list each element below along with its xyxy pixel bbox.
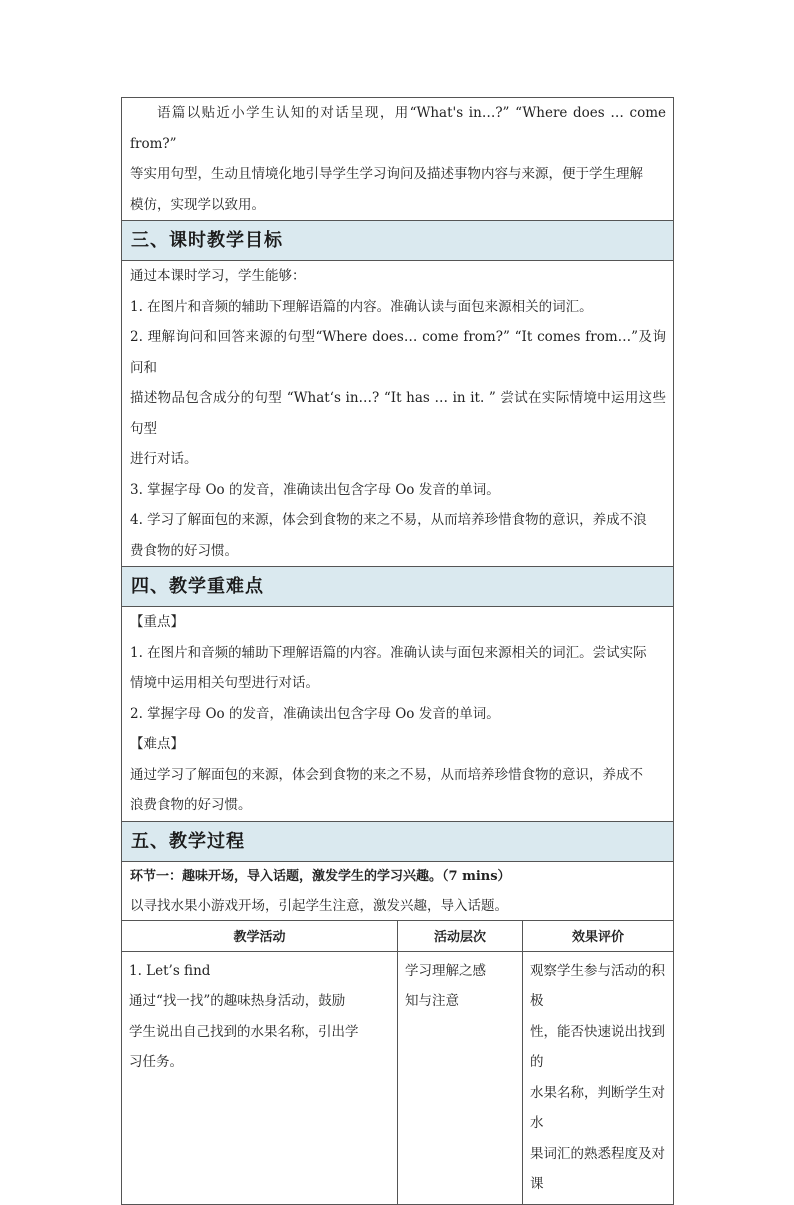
- activity-line: 学生说出自己找到的水果名称，引出学: [129, 1023, 359, 1040]
- activity-line: 1. Let’s find: [129, 962, 211, 979]
- process-body: [121, 862, 674, 921]
- level-line: 学习理解之感: [405, 962, 486, 979]
- key-label: 【重点】: [130, 614, 184, 630]
- key-line: 1. 在图片和音频的辅助下理解语篇的内容。准确认读与面包来源相关的词汇。尝试实际: [130, 644, 647, 661]
- evaluation-line: 观察学生参与活动的积极: [530, 962, 665, 1009]
- activity-line: 习任务。: [129, 1054, 183, 1070]
- step-description: 以寻找水果小游戏开场，引起学生注意，激发兴趣，导入话题。: [130, 897, 508, 914]
- intro-paragraph: [121, 97, 674, 221]
- activity-cell: [122, 951, 398, 1204]
- section-heading-objectives: 三、课时教学目标: [121, 221, 674, 261]
- evaluation-line: 果词汇的熟悉程度及对课: [530, 1145, 665, 1192]
- intro-line: 语篇以贴近小学生认知的对话呈现，用“What's in…?” “Where does … come from?”: [130, 105, 666, 152]
- evaluation-cell: [523, 951, 674, 1204]
- step-title: 环节一：趣味开场，导入话题，激发学生的学习兴趣。（7 mins）: [130, 868, 511, 884]
- header-level: 活动层次: [398, 920, 523, 951]
- objective-line: 4. 学习了解面包的来源，体会到食物的来之不易，从而培养珍惜食物的意识，养成不浪: [130, 512, 647, 528]
- intro-line: 等实用句型，生动且情境化地引导学生学习询问及描述事物内容与来源，便于学生理解: [130, 166, 643, 182]
- intro-line: 模仿，实现学以致用。: [130, 196, 265, 213]
- objective-line: 描述物品包含成分的句型 “What‘s in…? “It has … in it. ” 尝试在实际情境中运用这些句型: [130, 390, 666, 437]
- difficulty-label: 【难点】: [130, 736, 184, 752]
- objective-line: 1. 在图片和音频的辅助下理解语篇的内容。准确认读与面包来源相关的词汇。: [130, 298, 593, 315]
- objectives-body: [121, 261, 674, 567]
- key-points-body: [121, 607, 674, 822]
- process-table: [121, 920, 674, 1205]
- objective-line: 进行对话。: [130, 451, 198, 467]
- activity-line: 通过“找一找”的趣味热身活动，鼓励: [129, 993, 346, 1009]
- objective-line: 通过本课时学习，学生能够：: [130, 268, 306, 284]
- header-activity: 教学活动: [122, 920, 398, 951]
- table-row: [122, 951, 674, 1204]
- objective-line: 2. 理解询问和回答来源的句型“Where does… come from?” “It comes from…”及询问和: [130, 329, 666, 376]
- key-line: 2. 掌握字母 Oo 的发音，准确读出包含字母 Oo 发音的单词。: [130, 705, 500, 722]
- level-line: 知与注意: [405, 993, 459, 1009]
- evaluation-line: 水果名称，判断学生对水: [530, 1084, 665, 1131]
- objective-line: 费食物的好习惯。: [130, 542, 238, 559]
- lesson-plan-page: [121, 97, 674, 1205]
- difficulty-line: 通过学习了解面包的来源，体会到食物的来之不易，从而培养珍惜食物的意识，养成不: [130, 766, 643, 783]
- difficulty-line: 浪费食物的好习惯。: [130, 797, 252, 813]
- table-header-row: [122, 920, 674, 951]
- key-line: 情境中运用相关句型进行对话。: [130, 675, 319, 691]
- level-cell: [398, 951, 523, 1204]
- section-heading-key-points: 四、教学重难点: [121, 567, 674, 607]
- header-evaluation: 效果评价: [523, 920, 674, 951]
- evaluation-line: 性，能否快速说出找到的: [530, 1023, 665, 1070]
- section-heading-process: 五、教学过程: [121, 822, 674, 862]
- objective-line: 3. 掌握字母 Oo 的发音，准确读出包含字母 Oo 发音的单词。: [130, 481, 500, 498]
